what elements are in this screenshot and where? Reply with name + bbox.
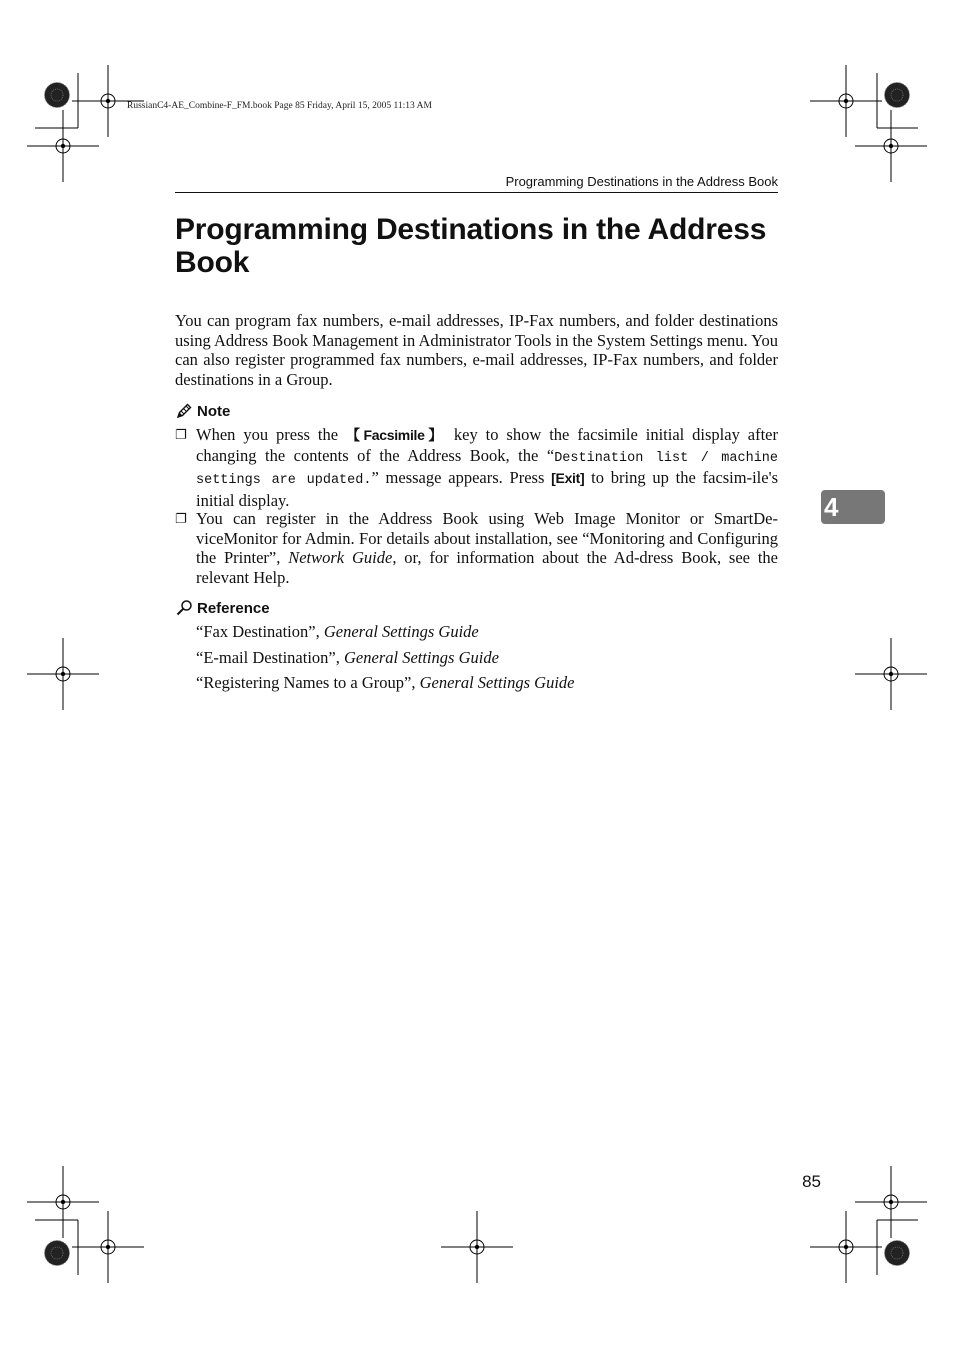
- reference-guide: General Settings Guide: [344, 648, 499, 667]
- note-text: key to show the facsimile initial display after changing the contents of the Address Book, the “: [196, 425, 778, 465]
- page-title: Programming Destinations in the Address Book: [175, 213, 767, 279]
- note-text: When you press the: [196, 425, 346, 444]
- note-text: ” message appears. Press: [371, 468, 552, 487]
- reference-item[interactable]: [196, 648, 499, 668]
- display-message: Destination list / machine settings are updated.: [196, 450, 778, 488]
- checkbox-icon: ❐: [175, 512, 187, 527]
- reference-title: “Registering Names to a Group”,: [196, 673, 420, 692]
- reference-item[interactable]: [196, 673, 575, 693]
- note-text: to bring up the facsim-ile's initial display.: [196, 468, 778, 510]
- chapter-tab: 4: [821, 490, 885, 524]
- reference-guide: General Settings Guide: [323, 622, 479, 641]
- note-text: You can register in the Address Book using Web Image Monitor or SmartDe-viceMonitor for Admin. For details about installation, see “Monitoring and Configuring the Printer”,: [196, 509, 778, 567]
- header-rule: [175, 192, 778, 193]
- note-text: , or, for information about the Ad-dress Book, see the relevant Help.: [196, 548, 778, 587]
- note-heading-label: Note: [197, 402, 231, 420]
- reference-guide: General Settings Guide: [419, 673, 575, 692]
- note-item-1: [175, 425, 778, 510]
- file-stamp: RussianC4-AE_Combine-F_FM.book Page 85 Friday, April 15, 2005 11:13 AM: [127, 101, 432, 111]
- facsimile-key: 【Facsimile】: [345, 427, 446, 443]
- reference-item[interactable]: [196, 622, 479, 642]
- pencil-icon: [175, 402, 193, 420]
- note-item-1-text: [196, 425, 778, 510]
- checkbox-icon: ❐: [175, 428, 187, 443]
- reference-title: “E-mail Destination”,: [196, 648, 344, 667]
- note-heading: [175, 402, 230, 420]
- exit-key: [Exit]: [551, 470, 585, 486]
- reference-heading-label: Reference: [197, 599, 270, 617]
- reference-heading: [175, 599, 270, 617]
- network-guide-ref: Network Guide: [288, 548, 393, 567]
- running-head: Programming Destinations in the Address Book: [505, 174, 778, 189]
- note-item-2-text: [196, 509, 778, 587]
- note-item-2: [175, 509, 778, 587]
- intro-paragraph: You can program fax numbers, e-mail addresses, IP-Fax numbers, and folder destinations using Address Book Management in Administrator Tools in the System Settings menu. You can also register programmed fax numbers, e-mail addresses, IP-Fax numbers, and folder destinations in a Group.: [175, 311, 778, 389]
- page-number: 85: [802, 1172, 821, 1191]
- reference-title: “Fax Destination”,: [196, 622, 324, 641]
- magnifier-icon: [175, 599, 193, 617]
